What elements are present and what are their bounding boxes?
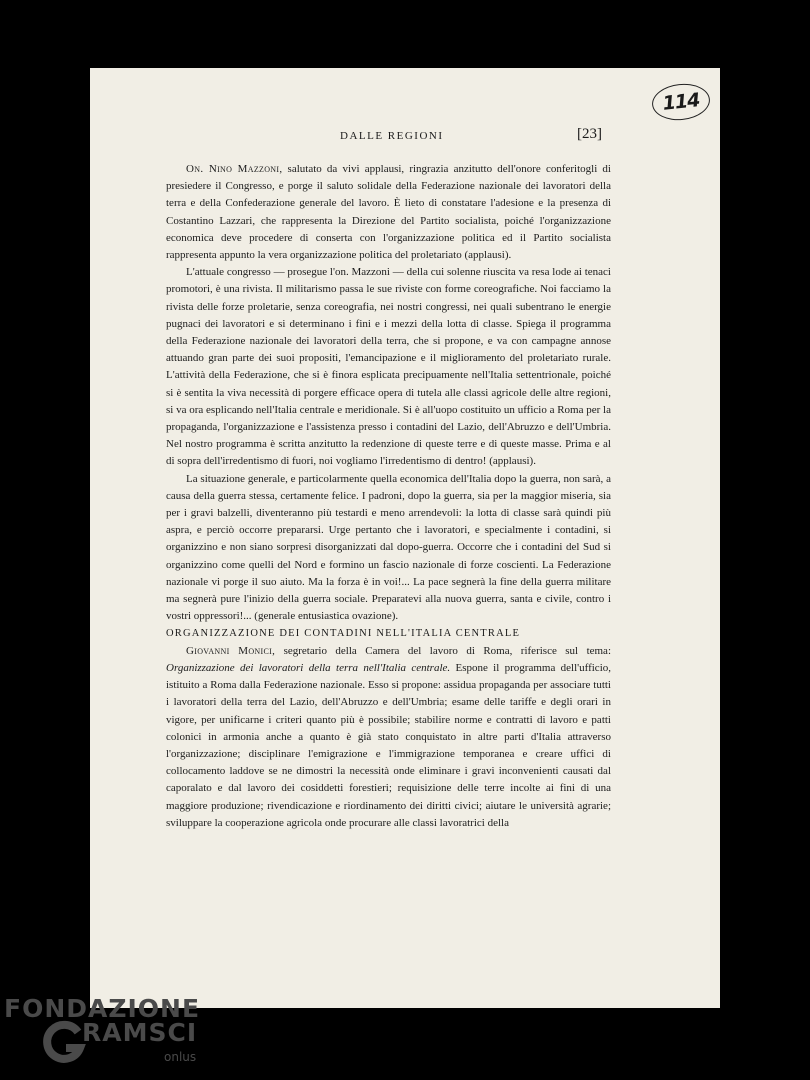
paragraph-text: salutato da vivi applausi, ringrazia anzitutto dell'onore conferitogli di presiedere il Congresso, e porge il saluto solidale della Federazione nazionale dei lavoratori della terra e della Confederazione generale del lavoro. È lieto di constatare l'adesione e la presenza di Costantino Lazzari, che rappresenta la Direzione del Partito socialista, poiché l'organizzazione economica deve procedere di conserta con l'organizzazione politica ed il Partito socialista rappresenta appunto la vera organizzazione politica del proletariato (applausi). <box>166 163 611 262</box>
speaker-name: On. Nino Mazzoni, <box>186 163 283 175</box>
header-title: DALLE REGIONI <box>340 130 444 142</box>
page-number: [23] <box>577 126 602 142</box>
fondazione-gramsci-logo <box>4 994 204 1080</box>
section-title: ORGANIZZAZIONE DEI CONTADINI NELL'ITALIA CENTRALE <box>166 628 521 640</box>
archive-number-stamp <box>650 81 711 123</box>
archive-number-text: 114 <box>661 89 701 115</box>
body-text <box>166 161 611 832</box>
logo-line1: FONDAZIONE <box>4 994 201 1023</box>
paragraph-monici <box>166 643 611 832</box>
paragraph-text: segretario della Camera del lavoro di Roma, riferisce sul tema: <box>275 644 611 657</box>
report-topic: Organizzazione dei lavoratori della terra nell'Italia centrale. <box>166 661 451 674</box>
speaker-name: Giovanni Monici, <box>186 644 276 657</box>
document-page <box>90 68 720 1008</box>
paragraph-mazzoni-speech: L'attuale congresso — prosegue l'on. Mazzoni — della cui solenne riuscita va resa lode ai tenaci promotori, è una rivista. Il militarismo passa le sue riviste con forme coreografiche. Noi facciamo la rivista delle forze proletarie, senza coreografia, nei nostri congressi, nei quali subentrano le energie pugnaci dei lavoratori e si determinano i fini e i mezzi della lotta di classe. Spiega il programma della Federazione nazionale dei lavoratori della terra, che si propone, e va con campagne annose attuando gran parte dei suoi propositi, l'emancipazione e il miglioramento del proletariato rurale. L'attività della Federazione, che si è finora esplicata precipuamente nell'Italia settentrionale, poiché si è sentita la viva necessità di porgere efficace opera di tutela alle classi agricole delle altre regioni, si va ora esplicando nell'Italia centrale e meridionale. Si è all'uopo costituito un ufficio a Roma per la propaganda, l'organizzazione e l'assistenza presso i contadini del Lazio, dell'Abruzzo e dell'Umbria. Nel nostro programma è scritta anzitutto la redenzione di queste terre e di queste masse. Prima e al di sopra dell'irredentismo di fuori, noi vogliamo l'irredentismo di dentro! (applausi). <box>166 266 611 468</box>
logo-g-icon <box>40 1020 86 1066</box>
logo-onlus: onlus <box>164 1050 197 1064</box>
paragraph-mazzoni-intro <box>166 161 611 264</box>
logo-line2: RAMSCI <box>82 1018 198 1047</box>
paragraph-text: Espone il programma dell'ufficio, istituito a Roma dalla Federazione nazionale. Esso si propone: assidua propaganda per associare tutti i lavoratori della terra del Lazio, dell'Abruzzo e dell'Umbria; esame delle tariffe e degli orari in vigore, per unificarne i criteri quanto più è possibile; stabilire norme e contratti di lavoro e patti colonici in armonia anche a quanto è già stato conquistato in altre parti d'Italia attraverso l'organizzazione; disciplinare l'emigrazione e l'immigrazione temporanea e creare uffici di collocamento laddove se ne dimostri la necessità onde eliminare i gravi inconvenienti causati dal caporalato e dal lavoro dei cosiddetti forestieri; requisizione delle terre incolte ai fini di una maggiore produzione; rivendicazione e riordinamento dei diritti civici; aiutare le università agrarie; sviluppare la cooperazione agricola onde procurare alle classi lavoratrici della <box>166 661 611 829</box>
paragraph-postwar: La situazione generale, e particolarmente quella economica dell'Italia dopo la guerra, non sarà, a causa della guerra stessa, certamente felice. I padroni, dopo la guerra, sia per la maggior miseria, sia per i gravi balzelli, diventeranno più testardi e meno arrendevoli: la lotta di classe sarà quindi più aspra, e perciò occorre prepararsi. Urge pertanto che i lavoratori, e specialmente i contadini, si organizzino e non siano sorpresi disorganizzati dal dopo-guerra. Occorre che i contadini del Sud si organizzino come quelli del Nord e formino un fascio nazionale di forze coscienti. La Federazione nazionale vi porge il suo aiuto. Ma la forza è in voi!... La pace segnerà la fine della guerra militare ma segnerà pure l'inizio della guerra sociale. Preparatevi alla nuova guerra, santa e civile, contro i vostri oppressori!... (generale entusiastica ovazione). <box>166 472 611 623</box>
running-header <box>90 128 720 148</box>
